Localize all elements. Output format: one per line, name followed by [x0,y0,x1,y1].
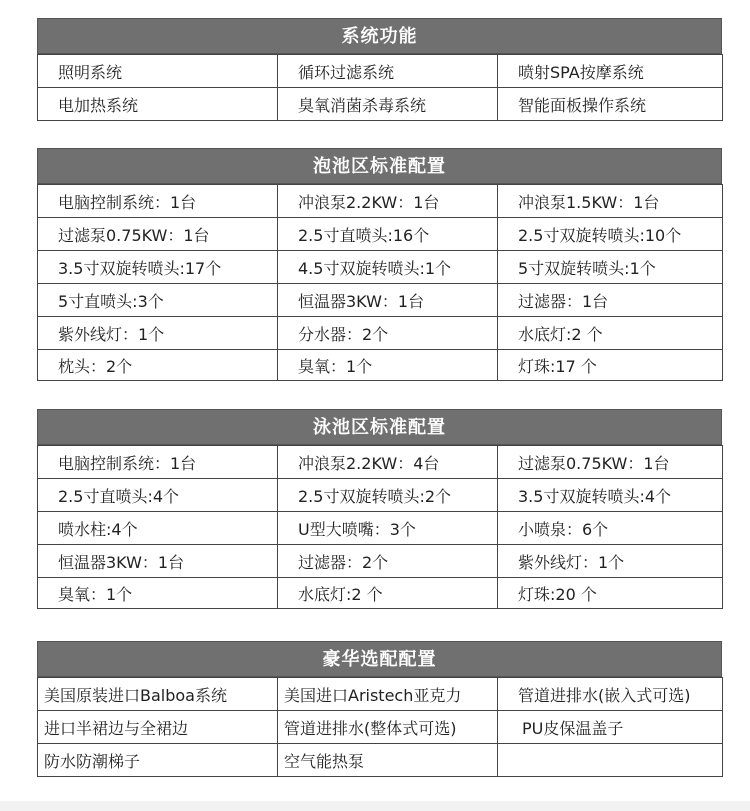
table-cell: 美国进口Aristech亚克力 [278,678,498,711]
table-cell: 过滤泵0.75KW：1台 [498,446,723,479]
table-cell: 水底灯:2 个 [498,317,723,350]
table-row [38,88,723,121]
spa-config-table [37,184,723,381]
table-cell: 2.5寸双旋转喷头:2个 [278,479,498,512]
table-cell: 智能面板操作系统 [498,88,723,121]
function-table [37,54,723,121]
table-cell: 恒温器3KW：1台 [38,545,278,578]
section-spa-standard [37,148,722,381]
table-cell: 过滤器：2个 [278,545,498,578]
table-row [38,578,723,609]
table-cell: 喷水柱:4个 [38,512,278,545]
table-cell [498,744,723,777]
table-cell: 照明系统 [38,55,278,88]
table-cell: 灯珠:20 个 [498,578,723,609]
section-title: 泡池区标准配置 [37,148,722,184]
table-cell: 空气能热泵 [278,744,498,777]
table-row [38,317,723,350]
table-cell: 4.5寸双旋转喷头:1个 [278,251,498,284]
table-row [38,744,723,777]
table-cell: 喷射SPA按摩系统 [498,55,723,88]
table-cell: 美国原装进口Balboa系统 [38,678,278,711]
table-cell: 3.5寸双旋转喷头:17个 [38,251,278,284]
table-cell: 臭氧：1个 [38,578,278,609]
table-row [38,350,723,381]
table-cell: 5寸双旋转喷头:1个 [498,251,723,284]
table-cell: 枕头：2个 [38,350,278,381]
section-pool-standard [37,409,722,609]
table-row [38,512,723,545]
table-cell: 小喷泉：6个 [498,512,723,545]
table-cell: U型大喷嘴：3个 [278,512,498,545]
table-cell: 管道进排水(整体式可选) [278,711,498,744]
table-cell: 冲浪泵2.2KW：4台 [278,446,498,479]
table-cell: 灯珠:17 个 [498,350,723,381]
bottom-divider [0,801,750,811]
table-cell: 电脑控制系统：1台 [38,185,278,218]
table-cell: 5寸直喷头:3个 [38,284,278,317]
table-cell: 水底灯:2 个 [278,578,498,609]
pool-config-table [37,445,723,609]
table-cell: 进口半裙边与全裙边 [38,711,278,744]
table-cell: 过滤器：1台 [498,284,723,317]
section-title: 泳池区标准配置 [37,409,722,445]
table-cell: 紫外线灯：1个 [38,317,278,350]
table-row [38,185,723,218]
table-row [38,284,723,317]
table-cell: 臭氧消菌杀毒系统 [278,88,498,121]
table-cell: 2.5寸直喷头:4个 [38,479,278,512]
table-cell: 循环过滤系统 [278,55,498,88]
table-cell: 电脑控制系统：1台 [38,446,278,479]
table-cell: 2.5寸双旋转喷头:10个 [498,218,723,251]
table-cell: PU皮保温盖子 [498,711,723,744]
luxury-options-table [37,677,723,777]
table-cell: 管道进排水(嵌入式可选) [498,678,723,711]
table-cell: 过滤泵0.75KW：1台 [38,218,278,251]
table-row [38,55,723,88]
table-cell: 冲浪泵2.2KW：1台 [278,185,498,218]
section-system-functions [37,18,722,121]
table-row [38,479,723,512]
table-cell: 分水器：2个 [278,317,498,350]
section-title: 豪华选配配置 [37,641,722,677]
table-row [38,218,723,251]
table-cell: 臭氧：1个 [278,350,498,381]
section-luxury-options [37,641,722,777]
table-row [38,678,723,711]
table-row [38,251,723,284]
table-cell: 2.5寸直喷头:16个 [278,218,498,251]
table-row [38,545,723,578]
table-cell: 紫外线灯：1个 [498,545,723,578]
table-row [38,711,723,744]
table-cell: 电加热系统 [38,88,278,121]
table-cell: 防水防潮梯子 [38,744,278,777]
section-title: 系统功能 [37,18,722,54]
table-cell: 恒温器3KW：1台 [278,284,498,317]
table-row [38,446,723,479]
table-cell: 3.5寸双旋转喷头:4个 [498,479,723,512]
table-cell: 冲浪泵1.5KW：1台 [498,185,723,218]
